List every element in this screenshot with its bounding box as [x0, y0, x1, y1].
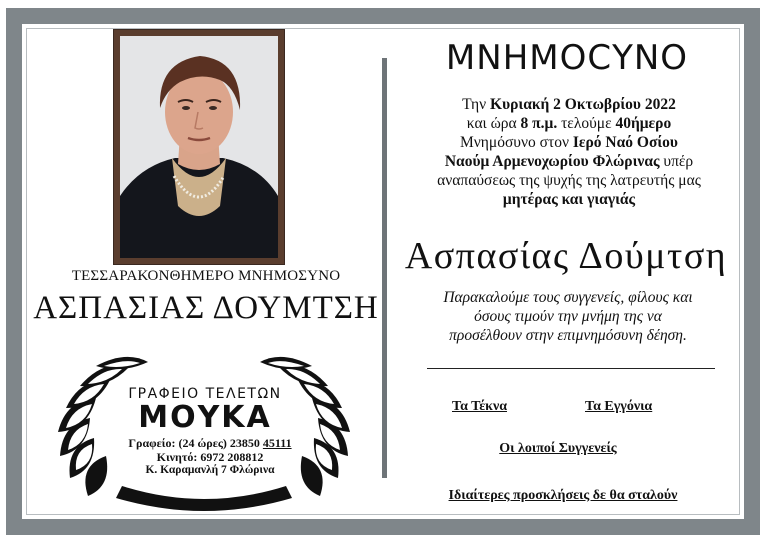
- p1-prefix: Την: [462, 96, 491, 113]
- portrait-photo-icon: [120, 36, 278, 258]
- announcement-paragraph: [398, 95, 740, 209]
- invitation-text: [398, 288, 738, 345]
- p2-middle: τελούμε: [557, 115, 616, 132]
- p2-prefix: και ώρα: [466, 115, 521, 132]
- logo-office-title: ΓΡΑΦΕΙΟ ΤΕΛΕΤΩΝ: [128, 386, 282, 402]
- portrait-frame: [114, 30, 284, 264]
- p2-type: 40ήμερο: [615, 115, 672, 132]
- invite-line-2: όσους τιμούν την μνήμη της να: [474, 308, 662, 325]
- memorial-title: ΜΝΗΜΟCΥΝΟ: [445, 38, 689, 78]
- signature-relatives: Οι λοιποί Συγγενείς: [499, 441, 617, 456]
- deceased-name-large: Ασπασίας Δούμτση: [404, 235, 728, 277]
- invite-line-3: προσέλθουν στην επιμνημόσυνη δέηση.: [449, 327, 687, 344]
- logo-address: Κ. Καραμανλή 7 Φλώρινα: [145, 464, 275, 476]
- funeral-office-logo: [52, 352, 356, 512]
- invite-line-1: Παρακαλούμε τους συγγενείς, φίλους και: [443, 289, 693, 306]
- left-subtitle: ΤΕΣΣΑΡΑΚΟΝΘΗΜΕΡΟ ΜΝΗΜΟΣΥΝΟ: [71, 268, 341, 284]
- p4-church-location: Ναούμ Αρμενοχωρίου Φλώρινας: [444, 153, 660, 170]
- p6-line: μητέρας και γιαγιάς: [502, 191, 636, 208]
- p2-time: 8 π.μ.: [520, 115, 558, 132]
- logo-office-phone: [110, 436, 310, 451]
- office-phone-suffix: 45111: [262, 436, 292, 450]
- signature-children: Τα Τέκνα: [452, 399, 508, 414]
- office-phone-prefix: Γραφείο: (24 ώρες) 23850: [128, 436, 263, 450]
- p1-date: Κυριακή 2 Οκτωβρίου 2022: [490, 96, 676, 113]
- vertical-divider: [382, 58, 387, 478]
- p3-prefix: Μνημόσυνο στον: [460, 134, 573, 151]
- left-deceased-name: ΑΣΠΑΣΙΑΣ ΔΟΥΜΤΣΗ: [33, 290, 379, 326]
- p3-church: Ιερό Ναό Οσίου: [572, 134, 678, 151]
- logo-mobile-phone: Κινητό: 6972 208812: [156, 450, 264, 464]
- portrait-photo: [120, 36, 278, 258]
- p5-line: αναπαύσεως της ψυχής της λατρευτής μας: [437, 172, 701, 189]
- no-invitations-note: Ιδιαίτερες προσκλήσεις δε θα σταλούν: [448, 488, 678, 503]
- horizontal-divider: [427, 368, 715, 369]
- logo-brand-name: ΜΟΥΚΑ: [138, 400, 272, 435]
- p4-suffix: υπέρ: [659, 153, 694, 170]
- signature-grandchildren: Τα Εγγόνια: [585, 399, 653, 414]
